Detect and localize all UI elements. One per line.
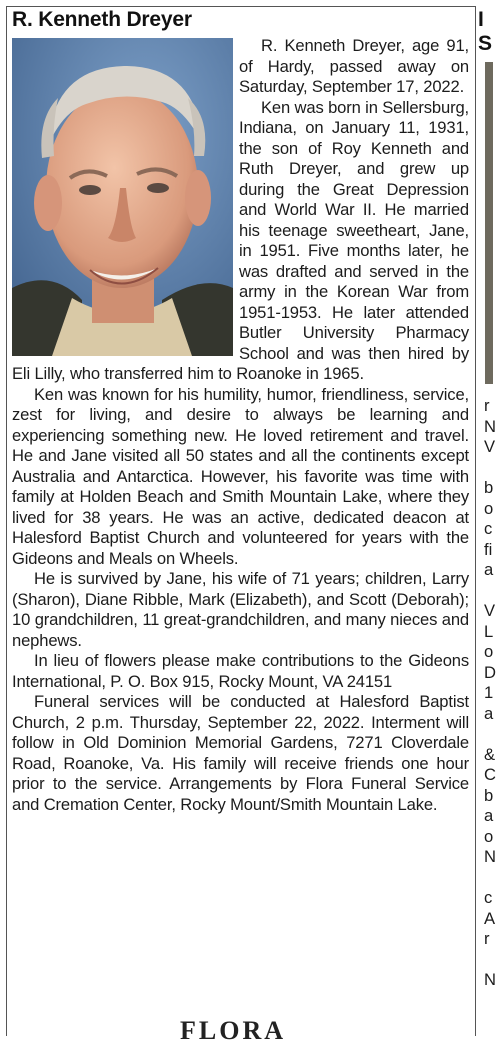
neighbor-text-fragment: C (484, 765, 496, 784)
neighbor-text-fragment: N (484, 416, 496, 436)
obituary-paragraph-5: In lieu of flowers please make contributions to the Gideons International, P. O. Box 915, Rocky Mount, VA 24151 (12, 651, 469, 691)
neighbor-text-fragment: L (484, 621, 494, 641)
neighbor-text-fragment (484, 458, 494, 479)
neighbor-text-fragment: fi (484, 539, 493, 559)
neighbor-text-fragment: a (484, 703, 494, 723)
neighbor-text-fragment: V (484, 601, 496, 620)
obituary-body (12, 36, 469, 815)
logo-text: FLORA (180, 1016, 286, 1045)
neighbor-heading-fragment-1: I (478, 8, 484, 31)
neighbor-text-fragment (484, 950, 494, 971)
neighbor-text-fragment: 1 (484, 683, 494, 702)
neighbor-text-fragment: D (484, 662, 496, 682)
obituary-paragraph-6: Funeral services will be conducted at Halesford Baptist Church, 2 p.m. Thursday, September 22, 2022. Interment will follow in Old Dominion Memorial Gardens, 7271 Cloverdale Road, Roanoke, Va. His family will receive friends one hour prior to the service. Arrangements by Flora Funeral Service and Cremation Center, Rocky Mount/Smith Mountain Lake. (12, 692, 469, 814)
neighbor-text-fragment: a (484, 560, 494, 579)
neighbor-text-fragment: & (484, 744, 496, 764)
neighbor-text-fragment: a (484, 806, 494, 825)
neighbor-text-fragment: r (484, 929, 490, 948)
neighbor-text-fragment: c (484, 519, 493, 538)
neighbor-text-fragment (484, 724, 494, 745)
neighbor-heading-fragment-2: S (478, 32, 493, 55)
obituary-paragraph-1: R. Kenneth Dreyer, age 91, of Hardy, passed away on Saturday, September 17, 2022. (239, 36, 469, 96)
neighbor-text-fragment: A (484, 908, 496, 928)
photo-spacer (12, 36, 239, 358)
neighbor-text-fragment: b (484, 785, 494, 805)
neighbor-photo-fragment (485, 62, 493, 384)
neighbor-text-fragment: c (484, 888, 493, 907)
obituary-title: R. Kenneth Dreyer (12, 8, 192, 31)
neighbor-text-fragment: V (484, 437, 496, 456)
neighbor-text-fragment: b (484, 478, 494, 497)
neighbor-text-fragment: o (484, 826, 494, 846)
funeral-home-logo-fragment (180, 1012, 290, 1045)
neighbor-text-fragment: r (484, 396, 490, 415)
neighbor-text-fragment: N (484, 847, 496, 866)
neighbor-column-text (484, 396, 494, 991)
neighbor-text-fragment (484, 581, 494, 602)
neighbor-text-fragment: o (484, 642, 494, 661)
neighbor-text-fragment: o (484, 498, 494, 518)
obituary-paragraph-2: Ken was born in Sellersburg, Indiana, on January 11, 1931, the son of Roy Kenneth and Ruth Dreyer, and grew up during the Great Depression and World War II. He married his teenage sweetheart, Jane, in 1951. Five months later, he was drafted and served in the army in the Korean War from 1951-1953. He later attended Butler University Pharmacy School and was then hired by Eli Lilly, who transferred him to Roanoke in 1965. (12, 97, 469, 383)
neighbor-text-fragment (484, 868, 494, 889)
neighbor-column-heading (478, 8, 493, 56)
obituary-paragraph-4: He is survived by Jane, his wife of 71 years; children, Larry (Sharon), Diane Ribble, Mark (Elizabeth), and Scott (Deborah); 10 grandchildren, 11 great-grandchildren, and many nieces and nephews. (12, 569, 469, 650)
obituary-paragraph-3: Ken was known for his humility, humor, friendliness, service, zest for living, and desire to always be learning and experiencing something new. He loved retirement and travel. He and Jane visited all 50 states and all the continents except Australia and Antarctica. However, his favorite was time with family at Holden Beach and Smith Mountain Lake, where they lived for 38 years. He was an active, dedicated deacon at Halesford Baptist Church and volunteered for years with the Gideons and Meals on Wheels. (12, 384, 469, 568)
neighbor-text-fragment: N (484, 970, 496, 989)
